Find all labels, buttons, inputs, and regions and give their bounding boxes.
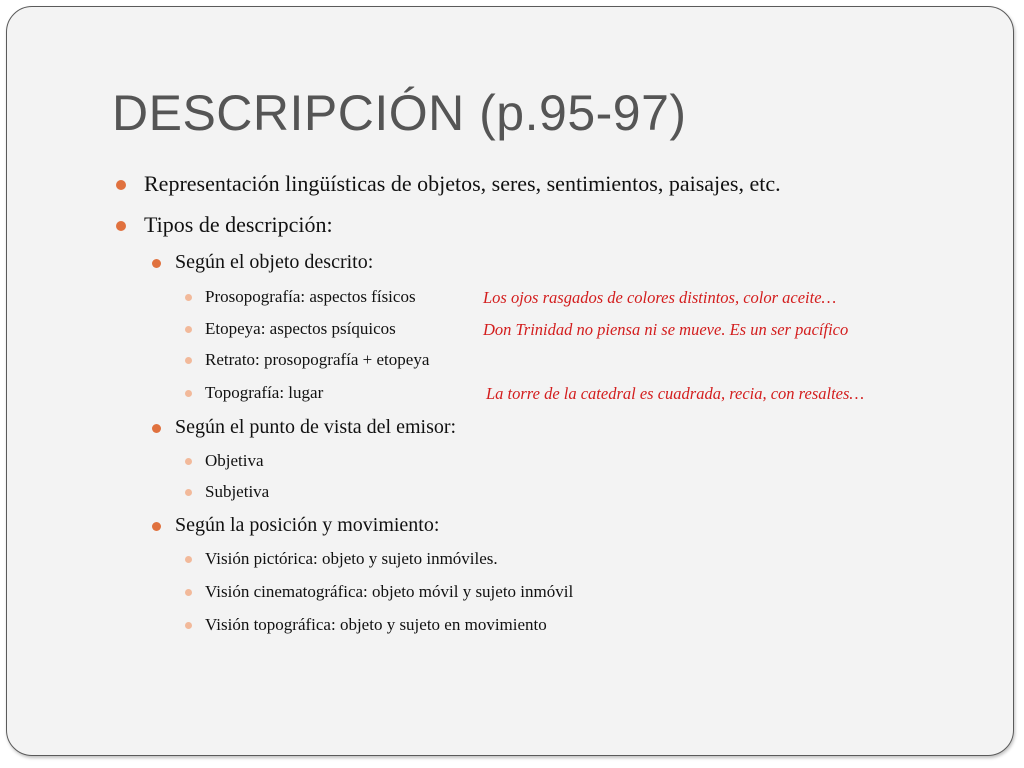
list-item-prosopografia bbox=[205, 287, 416, 307]
bullet-text: Tipos de descripción: bbox=[144, 212, 333, 237]
list-item-topografia bbox=[205, 383, 323, 403]
bullet-text: Representación lingüísticas de objetos, seres, sentimientos, paisajes, etc. bbox=[144, 171, 781, 196]
slide-title: DESCRIPCIÓN (p.95-97) bbox=[112, 85, 687, 141]
list-item-etopeya bbox=[205, 319, 396, 339]
bullet-dot bbox=[185, 357, 192, 364]
subheading-objeto-descrito bbox=[175, 251, 373, 274]
list-item-retrato bbox=[205, 350, 429, 370]
list-item-text: Subjetiva bbox=[205, 482, 270, 501]
bullet-dot bbox=[185, 458, 192, 465]
bullet-representacion bbox=[144, 171, 781, 197]
bullet-dot bbox=[185, 489, 192, 496]
list-item-text: Prosopografía: aspectos físicos bbox=[205, 287, 416, 306]
list-item-text: Visión topográfica: objeto y sujeto en movimiento bbox=[205, 615, 547, 634]
bullet-dot bbox=[185, 326, 192, 333]
subheading-text: Según el objeto descrito: bbox=[175, 251, 374, 273]
bullet-dot bbox=[152, 259, 161, 268]
subheading-text: Según el punto de vista del emisor: bbox=[175, 416, 457, 438]
list-item-objetiva bbox=[205, 451, 264, 471]
bullet-dot bbox=[185, 589, 192, 596]
list-item-text: Topografía: lugar bbox=[205, 383, 324, 402]
bullet-dot bbox=[185, 294, 192, 301]
list-item-text: Visión cinematográfica: objeto móvil y sujeto inmóvil bbox=[205, 582, 574, 601]
list-item-text: Visión pictórica: objeto y sujeto inmóviles. bbox=[205, 549, 498, 568]
example-topografia: La torre de la catedral es cuadrada, recia, con resaltes… bbox=[486, 384, 865, 403]
example-etopeya: Don Trinidad no piensa ni se mueve. Es un ser pacífico bbox=[483, 320, 849, 339]
bullet-tipos bbox=[144, 212, 333, 238]
bullet-dot bbox=[116, 180, 126, 190]
bullet-dot bbox=[116, 221, 126, 231]
list-item-vision-cinematografica bbox=[205, 582, 573, 602]
bullet-dot bbox=[185, 390, 192, 397]
subheading-punto-de-vista bbox=[175, 416, 456, 439]
bullet-dot bbox=[152, 424, 161, 433]
subheading-posicion-movimiento bbox=[175, 514, 439, 537]
list-item-vision-topografica bbox=[205, 615, 547, 635]
subheading-text: Según la posición y movimiento: bbox=[175, 514, 440, 536]
example-prosopografia: Los ojos rasgados de colores distintos, color aceite… bbox=[483, 288, 837, 307]
bullet-dot bbox=[185, 556, 192, 563]
list-item-vision-pictorica bbox=[205, 549, 498, 569]
bullet-dot bbox=[185, 622, 192, 629]
list-item-text: Retrato: prosopografía + etopeya bbox=[205, 350, 430, 369]
list-item-subjetiva bbox=[205, 482, 269, 502]
bullet-dot bbox=[152, 522, 161, 531]
list-item-text: Etopeya: aspectos psíquicos bbox=[205, 319, 396, 338]
list-item-text: Objetiva bbox=[205, 451, 264, 470]
